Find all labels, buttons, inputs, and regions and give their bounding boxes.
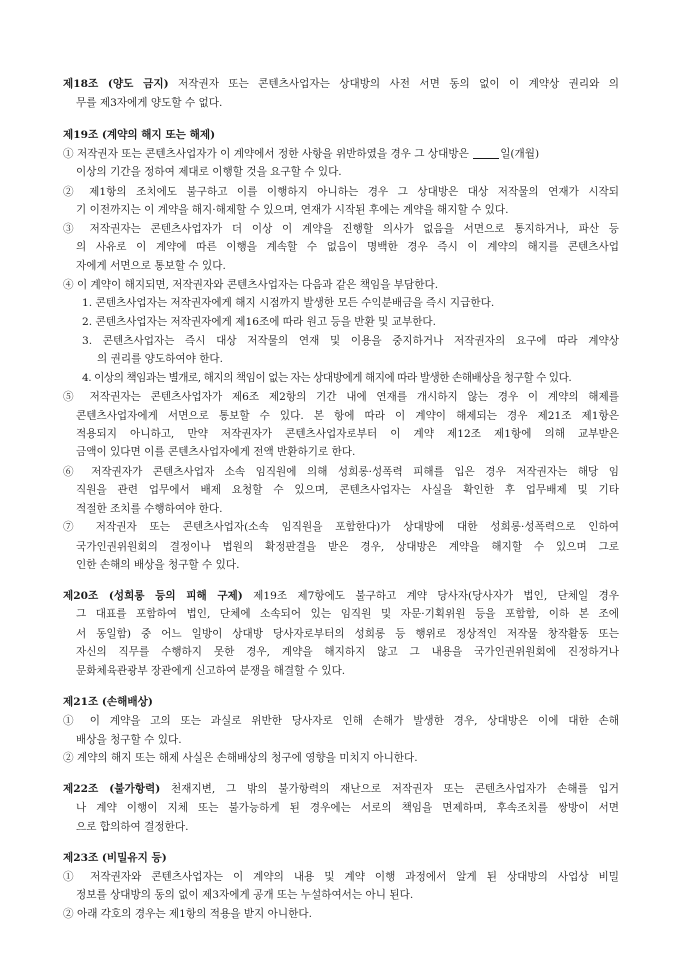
article-21-para-1-line-1: ① 이 계약을 고의 또는 과실로 위반한 당사자로 인해 손해가 발생한 경우, 상대방은 이에 대한 손해 <box>63 714 619 727</box>
article-18-line-1 <box>63 75 619 95</box>
article-20-line-3: 서 동일함) 중 어느 일방이 상대방 당사자로부터의 성희롱 등 행위로 정상적인 저작물 창작활동 또는 <box>76 627 619 640</box>
article-20-title: 제20조 (성희롱 등의 피해 구제) <box>63 590 243 602</box>
article-19-para-3-line-3: 자에게 서면으로 통보할 수 있다. <box>76 259 226 272</box>
article-19-para-4-item-4: 4. 이상의 책임과는 별개로, 해지의 책임이 없는 자는 상대방에게 해지에 따라 발생한 손해배상을 청구할 수 있다. <box>82 372 572 385</box>
article-19-para-1-text: ① 저작권자 또는 콘텐츠사업자가 이 계약에서 정한 사항을 위반하였을 경우 그 상대방은 <box>63 148 469 161</box>
article-19-para-7-line-1: ⑦ 저작권자 또는 콘텐츠사업자(소속 임직원을 포함한다)가 상대방에 대한 성희롱·성폭력으로 인하여 <box>63 521 619 534</box>
article-19-para-4-item-3-line-1: 3. 콘텐츠사업자는 즉시 대상 저작물의 연재 및 이용을 중지하거나 저작권자의 요구에 따라 계약상 <box>82 334 619 347</box>
article-20-text-1: 제19조 제7항에도 불구하고 계약 당사자(당사자가 법인, 단체일 경우 <box>253 590 619 602</box>
article-22-line-1 <box>63 780 619 800</box>
article-23-para-1-line-2: 정보를 상대방의 동의 없이 제3자에게 공개 또는 누설하여서는 아니 된다. <box>76 889 414 902</box>
article-19-para-4-item-1: 1. 콘텐츠사업자는 저작권자에게 해지 시점까지 발생한 모든 수익분배금을 즉시 지급한다. <box>82 297 495 310</box>
article-20-line-4: 자신의 직무를 수행하지 못한 경우, 계약을 해지하지 않고 그 내용을 국가인권위원회에 진정하거나 <box>76 645 619 658</box>
article-19-title: 제19조 (계약의 해지 또는 해제) <box>63 128 216 141</box>
article-22-line-2: 나 계약 이행이 지체 또는 불가능하게 된 경우에는 서로의 책임을 면제하며, 후속조치를 쌍방이 서면 <box>76 802 619 815</box>
article-19-para-2-line-2: 기 이전까지는 이 계약을 해지·해제할 수 있으며, 연재가 시작된 후에는 계약을 해지할 수 있다. <box>76 203 509 216</box>
article-23-para-1-line-1: ① 저작권자와 콘텐츠사업자는 이 계약의 내용 및 계약 이행 과정에서 알게 된 상대방의 사업상 비밀 <box>63 870 619 883</box>
article-19-para-7-line-3: 인한 손해의 배상을 청구할 수 있다. <box>76 558 240 571</box>
article-22-text-1: 천재지변, 그 밖의 불가항력의 재난으로 저작권자 또는 콘텐츠사업자가 손해를 입거 <box>170 783 619 796</box>
article-19-para-5-line-3: 적용되지 아니하고, 만약 저작권자가 콘텐츠사업자로부터 이 계약 제12조 제1항에 의해 교부받은 <box>76 428 619 441</box>
article-20-line-2: 그 대표를 포함하여 법인, 단체에 소속되어 있는 임직원 및 자문·기획위원 등을 포함함, 이하 본 조에 <box>76 608 619 621</box>
blank-field <box>473 146 499 159</box>
article-20-line-5: 문화체육관광부 장관에게 신고하여 분쟁을 해결할 수 있다. <box>76 665 346 678</box>
article-21-para-2-line-1: ② 계약의 해지 또는 해제 사실은 손해배상의 청구에 영향을 미치지 아니한다. <box>63 752 418 764</box>
article-19-para-2-line-1: ② 제1항의 조치에도 불구하고 이를 이행하지 아니하는 경우 그 상대방은 대상 저작물의 연재가 시작되 <box>63 185 619 198</box>
article-20-line-1 <box>63 587 619 607</box>
article-23-title: 제23조 (비밀유지 등) <box>63 851 167 864</box>
article-18-title: 제18조 (양도 금지) <box>63 77 169 90</box>
article-19-para-4-line-1: ④ 이 계약이 해지되면, 저작권자와 콘텐츠사업자는 다음과 같은 책임을 부담한다. <box>63 278 439 291</box>
article-19-para-6-line-2: 직원을 관련 업무에서 배제 요청할 수 있으며, 콘텐츠사업자는 사실을 확인한 후 업무배제 및 기타 <box>76 483 619 496</box>
article-21-title: 제21조 (손해배상) <box>63 696 153 709</box>
article-19-para-1-line-1 <box>63 145 619 165</box>
article-19-para-4-item-3-line-2: 의 권리를 양도하여야 한다. <box>97 353 224 365</box>
article-19-para-1-unit: 일(개월) <box>500 148 540 161</box>
article-18-line-2: 무를 제3자에게 양도할 수 없다. <box>76 96 223 109</box>
article-19-para-5-line-4: 금액이 있다면 이를 콘텐츠사업자에게 전액 반환하기로 한다. <box>76 446 356 459</box>
article-19-para-3-line-1: ③ 저작권자는 콘텐츠사업자가 더 이상 이 계약을 진행할 의사가 없음을 서면으로 통지하거나, 파산 등 <box>63 223 619 236</box>
article-19-para-6-line-1: ⑥ 저작권자가 콘텐츠사업자 소속 임직원에 의해 성희롱·성폭력 피해를 입은 경우 저작권자는 해당 임 <box>63 465 619 478</box>
article-19-para-7-line-2: 국가인권위원회의 결정이나 법원의 확정판결을 받은 경우, 상대방은 계약을 해지할 수 있으며 그로 <box>76 540 619 553</box>
article-19-para-6-line-3: 적절한 조치를 수행하여야 한다. <box>76 503 223 516</box>
article-23-para-2-line-1: ② 아래 각호의 경우는 제1항의 적용을 받지 아니한다. <box>63 907 312 920</box>
article-19-para-4-item-2: 2. 콘텐츠사업자는 저작권자에게 제16조에 따라 원고 등을 반환 및 교부한다. <box>82 316 437 329</box>
article-19-para-3-line-2: 의 사유로 이 계약에 따른 이행을 계속할 수 없음이 명백한 경우 즉시 이 계약의 해지를 콘텐츠사업 <box>76 241 619 254</box>
article-19-para-5-line-1: ⑤ 저작권자는 콘텐츠사업자가 제6조 제2항의 기간 내에 연재를 개시하지 않는 경우 이 계약의 해제를 <box>63 390 619 403</box>
article-19-para-5-line-2: 콘텐츠사업자에게 서면으로 통보할 수 있다. 본 항에 따라 이 계약이 해제되는 경우 제21조 제1항은 <box>76 409 619 422</box>
article-19-para-1-line-2: 이상의 기간을 정하여 제대로 이행할 것을 요구할 수 있다. <box>76 166 342 179</box>
article-21-para-1-line-2: 배상을 청구할 수 있다. <box>76 733 182 746</box>
article-22-title: 제22조 (불가항력) <box>63 783 161 796</box>
article-18-text-1: 저작권자 또는 콘텐츠사업자는 상대방의 사전 서면 동의 없이 이 계약상 권리와 의 <box>178 77 620 90</box>
article-22-line-3: 으로 합의하여 결정한다. <box>76 820 189 833</box>
